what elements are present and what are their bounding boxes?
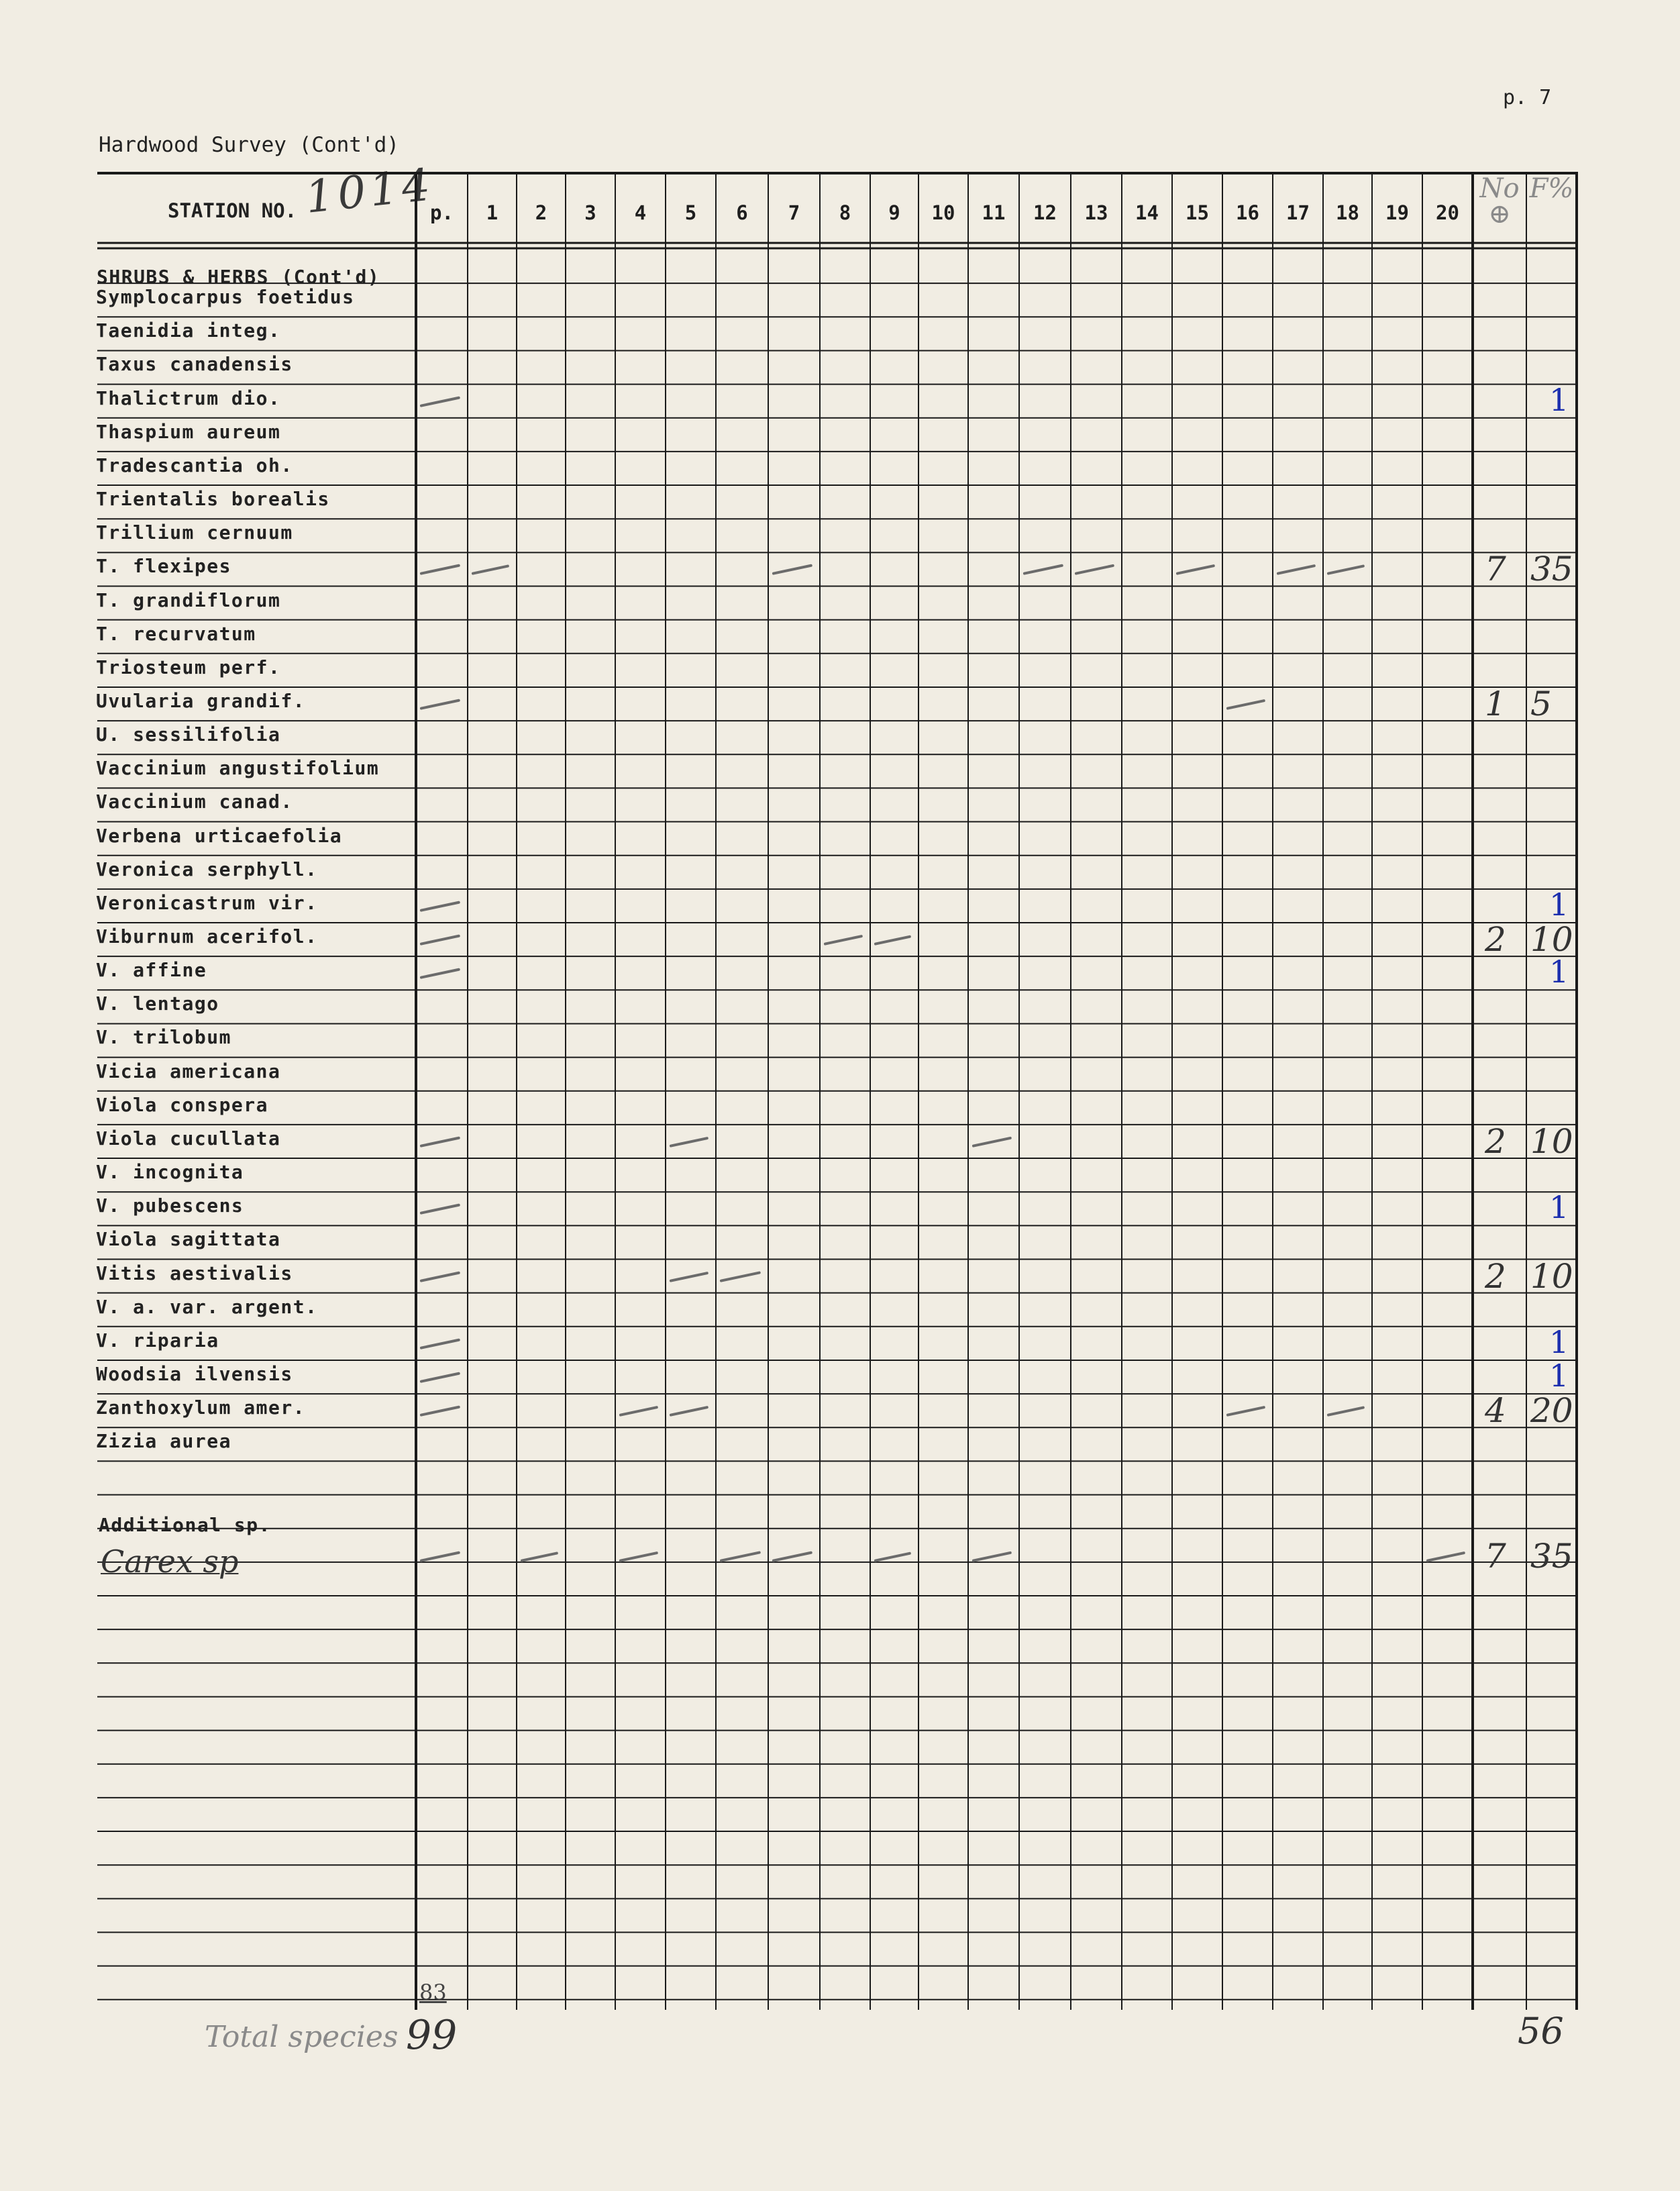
occurrence-count: 1 bbox=[1485, 684, 1506, 723]
column-header: 4 bbox=[634, 201, 647, 224]
column-header: 3 bbox=[584, 201, 596, 224]
species-row-label: Vicia americana bbox=[96, 1060, 281, 1082]
column-header: 1 bbox=[486, 201, 498, 224]
column-header: 13 bbox=[1084, 201, 1108, 224]
column-header: 17 bbox=[1286, 201, 1310, 224]
species-row-label: Veronicastrum vir. bbox=[96, 891, 318, 914]
occurrence-count: 2 bbox=[1485, 920, 1506, 959]
species-row-label: Veronica serphyll. bbox=[96, 858, 318, 880]
total-species-label: Total species bbox=[205, 2020, 399, 2054]
frequency-percent: 1 bbox=[1549, 1189, 1569, 1226]
species-row-label: V. incognita bbox=[96, 1161, 244, 1184]
species-row-label: Tradescantia oh. bbox=[96, 454, 293, 476]
station-number-handwritten: 1014 bbox=[303, 158, 437, 223]
species-row-label: Zizia aurea bbox=[96, 1430, 231, 1453]
column-header: 16 bbox=[1236, 201, 1259, 224]
frequency-percent: 1 bbox=[1549, 1323, 1569, 1360]
species-row-label: Viburnum acerifol. bbox=[96, 925, 318, 948]
column-header: 14 bbox=[1135, 201, 1159, 224]
column-header: 6 bbox=[736, 201, 748, 224]
column-header: 11 bbox=[982, 201, 1006, 224]
column-header: 7 bbox=[788, 201, 800, 224]
column-header: 5 bbox=[684, 201, 697, 224]
frequency-total: 56 bbox=[1518, 2010, 1564, 2052]
species-row-label: Thaspium aureum bbox=[96, 420, 281, 443]
species-row-label: U. sessilifolia bbox=[96, 723, 281, 746]
species-row-label: Trientalis borealis bbox=[96, 488, 330, 511]
species-row-label: V. riparia bbox=[96, 1329, 219, 1352]
column-header: 18 bbox=[1336, 201, 1359, 224]
frequency-percent: 10 bbox=[1530, 1121, 1573, 1161]
species-row-label: Viola sagittata bbox=[96, 1228, 281, 1251]
column-header: 19 bbox=[1385, 201, 1409, 224]
species-row-label: Verbena urticaefolia bbox=[96, 824, 343, 847]
column-header: 10 bbox=[931, 201, 955, 224]
frequency-percent: 1 bbox=[1549, 1357, 1569, 1394]
species-row-label: V. affine bbox=[96, 959, 207, 982]
species-row-label: V. pubescens bbox=[96, 1194, 244, 1217]
species-row-label: Vitis aestivalis bbox=[96, 1262, 293, 1284]
frequency-percent: 35 bbox=[1530, 1537, 1573, 1576]
frequency-percent: 20 bbox=[1530, 1391, 1573, 1431]
frequency-percent: 1 bbox=[1549, 886, 1569, 923]
species-row-label: Uvularia grandif. bbox=[96, 689, 306, 712]
species-row-label: Viola conspera bbox=[96, 1093, 269, 1116]
frequency-percent: 1 bbox=[1549, 954, 1569, 990]
column-header: p. bbox=[430, 201, 454, 224]
column-header: 9 bbox=[888, 201, 900, 224]
column-header: 8 bbox=[839, 201, 851, 224]
species-row-label: Zanthoxylum amer. bbox=[96, 1396, 306, 1419]
occurrence-count: 7 bbox=[1485, 550, 1506, 589]
p-count-small: 83 bbox=[419, 1980, 447, 2005]
section-heading: SHRUBS & HERBS (Cont'd) bbox=[97, 266, 380, 288]
species-row-label: V. trilobum bbox=[96, 1026, 231, 1049]
column-header: F% bbox=[1529, 173, 1574, 204]
page-title: Hardwood Survey (Cont'd) bbox=[99, 133, 399, 157]
species-row-label: T. grandiflorum bbox=[96, 589, 281, 611]
frequency-percent: 35 bbox=[1530, 550, 1573, 589]
occurrence-count: 2 bbox=[1485, 1121, 1506, 1161]
species-row-label: Symplocarpus foetidus bbox=[96, 286, 355, 309]
species-row-label: Taxus canadensis bbox=[96, 353, 293, 376]
column-header: 20 bbox=[1436, 201, 1459, 224]
species-row-label: Woodsia ilvensis bbox=[96, 1362, 293, 1385]
species-row-label: Vaccinium canad. bbox=[96, 791, 293, 813]
frequency-percent: 1 bbox=[1549, 381, 1569, 418]
occurrence-count: 2 bbox=[1485, 1256, 1506, 1296]
additional-species-label: Additional sp. bbox=[99, 1514, 272, 1536]
occurrence-count: 4 bbox=[1485, 1391, 1506, 1431]
species-row-label: V. lentago bbox=[96, 992, 219, 1015]
additional-species-entry: Carex sp bbox=[101, 1543, 239, 1580]
species-row-label: Vaccinium angustifolium bbox=[96, 757, 380, 780]
column-header: 2 bbox=[535, 201, 547, 224]
species-row-label: V. a. var. argent. bbox=[96, 1295, 318, 1318]
occurrence-count: 7 bbox=[1485, 1537, 1506, 1576]
species-row-label: Thalictrum dio. bbox=[96, 387, 281, 409]
frequency-percent: 5 bbox=[1530, 684, 1552, 723]
species-row-label: T. flexipes bbox=[96, 555, 231, 578]
species-row-label: Viola cucullata bbox=[96, 1127, 281, 1150]
column-header: 12 bbox=[1033, 201, 1057, 224]
frequency-percent: 10 bbox=[1530, 1256, 1573, 1296]
frequency-percent: 10 bbox=[1530, 920, 1573, 959]
p-column-total: 99 bbox=[406, 2012, 458, 2059]
column-header: No ⊕ bbox=[1479, 173, 1520, 230]
species-row-label: T. recurvatum bbox=[96, 622, 256, 645]
page-number: p. 7 bbox=[1503, 86, 1552, 109]
species-row-label: Taenidia integ. bbox=[96, 319, 281, 342]
species-row-label: Trillium cernuum bbox=[96, 521, 293, 544]
column-header: 15 bbox=[1186, 201, 1209, 224]
species-row-label: Triosteum perf. bbox=[96, 656, 281, 678]
station-label: STATION NO. bbox=[168, 199, 297, 222]
